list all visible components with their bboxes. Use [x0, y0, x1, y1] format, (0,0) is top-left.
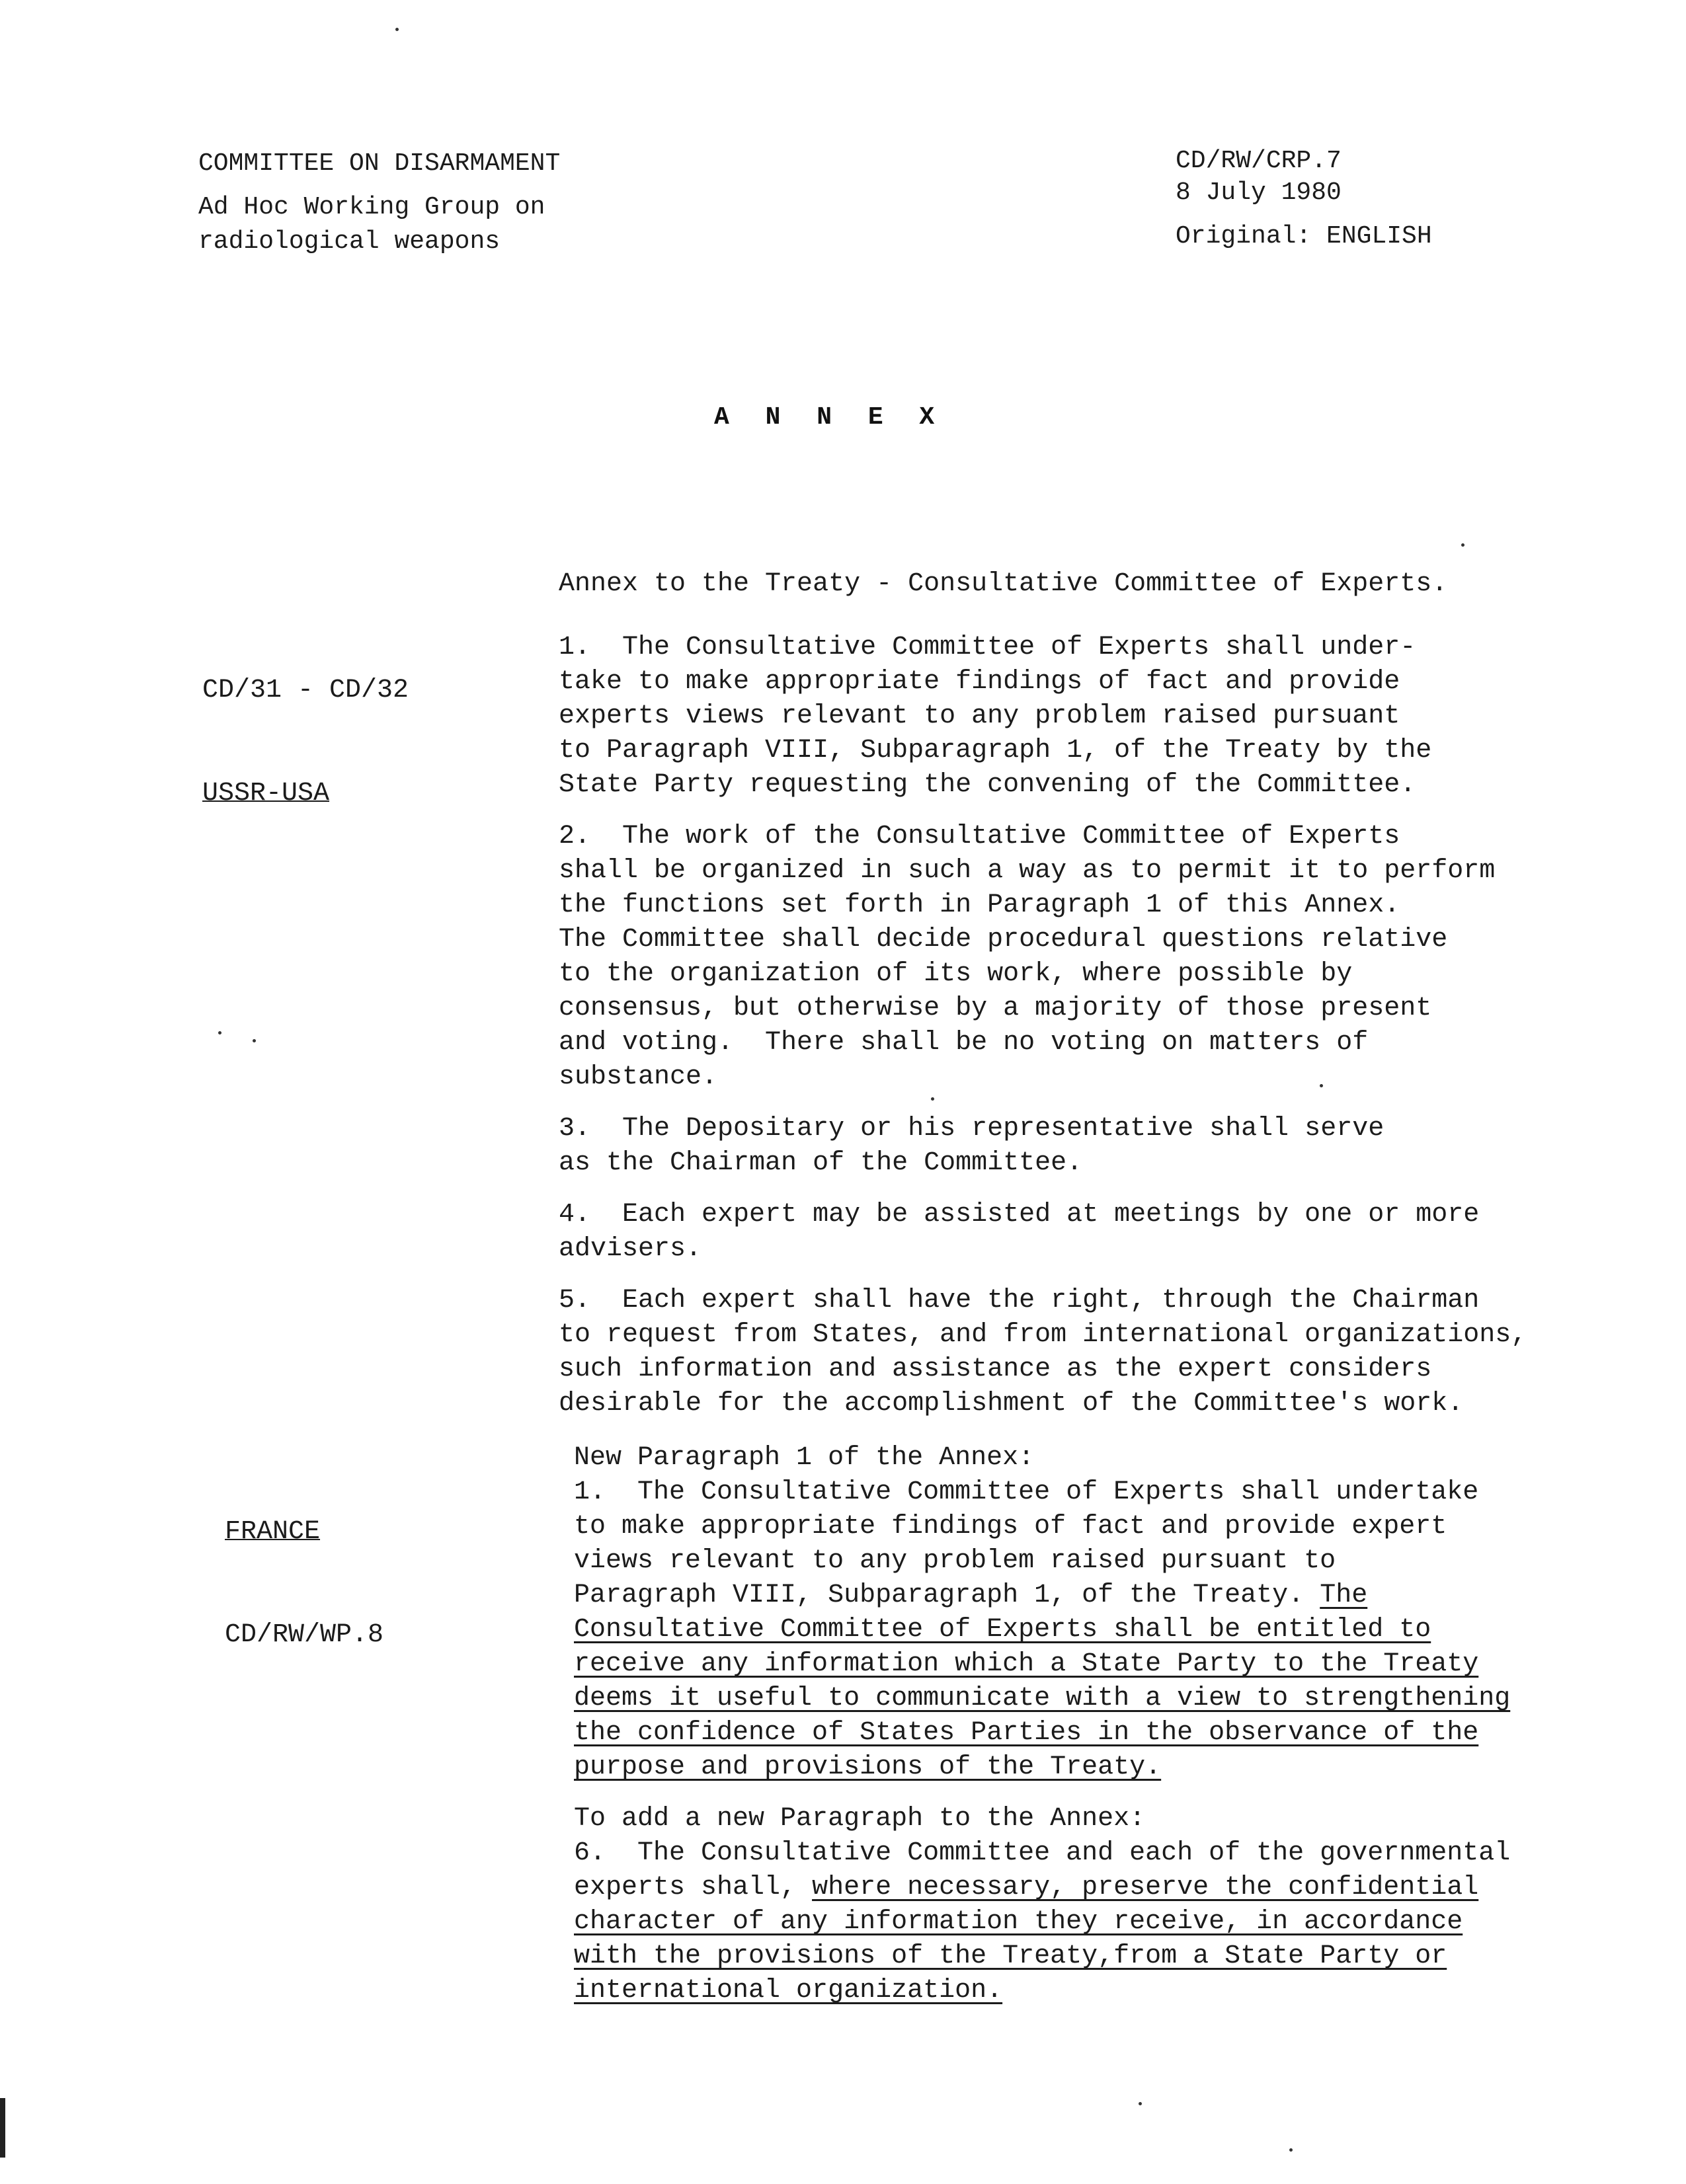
scan-speck	[218, 1031, 221, 1034]
margin-note-ussr-usa	[202, 605, 409, 880]
new-paragraph-1-underlined: The Consultative Committee of Experts shall be entitled to receive any information which a State Party to the Treaty deems it useful to communicate with a view to strengthening the confidence of States Parties in the observance of the purpose and provisions of the Treaty.	[574, 1580, 1511, 1782]
add-paragraph-heading: To add a new Paragraph to the Annex:	[574, 1804, 1146, 1834]
scan-speck	[395, 28, 399, 31]
scan-speck	[1461, 543, 1465, 547]
scan-speck	[931, 1097, 934, 1101]
margin-country-france: FRANCE	[225, 1517, 321, 1547]
scan-edge-mark	[0, 2098, 5, 2158]
header-right	[1176, 144, 1432, 254]
scan-speck	[253, 1039, 256, 1042]
new-paragraph-1-text: 1. The Consultative Committee of Experts shall undertake to make appropriate findings of fact and provide expert views relevant to any problem raised pursuant to Paragraph VIII, Subparagraph 1, of the Treaty.	[574, 1477, 1479, 1610]
new-paragraph-1	[574, 1475, 1658, 1785]
header-left	[198, 147, 560, 259]
new-paragraph-6-text: 6. The Consultative Committee and each of the governmental experts shall,	[574, 1838, 1511, 1902]
annex-title: A N N E X	[714, 403, 945, 432]
paragraph-2: 2. The work of the Consultative Committee of Experts shall be organized in such a way as to permit it to perform the functions set forth in Paragraph 1 of this Annex. The Committee shall decide procedural questions relative to the organization of its work, where possible by consensus, but otherwise by a majority of those present and voting. There shall be no voting on matters of substance.	[559, 822, 1496, 1092]
scan-speck	[1289, 2148, 1293, 2152]
document-date: 8 July 1980	[1176, 178, 1342, 207]
scan-speck	[1139, 2102, 1142, 2105]
margin-ref-cd-rw-wp8: CD/RW/WP.8	[225, 1620, 384, 1650]
new-paragraph-6-underlined: where necessary, preserve the confidential character of any information they receive, in accordance with the provisions of the Treaty,from a State Party or international organization.	[574, 1873, 1479, 2006]
paragraph-5: 5. Each expert shall have the right, through the Chairman to request from States, and from international organizations, such information and assistance as the expert considers desirable for the accomplishment of the Committee's work.	[559, 1286, 1527, 1419]
paragraph-3: 3. The Depositary or his representative shall serve as the Chairman of the Committee.	[559, 1114, 1385, 1178]
new-paragraph-6	[574, 1836, 1658, 2008]
original-language: Original: ENGLISH	[1176, 222, 1432, 251]
working-group-line1: Ad Hoc Working Group on	[198, 193, 545, 221]
margin-ref-cd31-cd32: CD/31 - CD/32	[202, 676, 409, 705]
working-group-line2: radiological weapons	[198, 227, 501, 256]
section-2-body	[574, 1441, 1658, 2025]
margin-note-france	[225, 1446, 383, 1721]
margin-country-ussr-usa: USSR-USA	[202, 779, 330, 808]
committee-name: COMMITTEE ON DISARMAMENT	[198, 149, 561, 178]
section-1-heading: Annex to the Treaty - Consultative Committee of Experts.	[559, 569, 1448, 599]
paragraph-1: 1. The Consultative Committee of Experts shall under- take to make appropriate findings of fact and provide experts views relevant to any problem raised pursuant to Paragraph VIII, Subparagraph 1, of the Treaty by the State Party requesting the convening of the Committee.	[559, 633, 1432, 800]
paragraph-4: 4. Each expert may be assisted at meetings by one or more advisers.	[559, 1200, 1480, 1264]
section-1-body	[559, 567, 1643, 1438]
document-symbol: CD/RW/CRP.7	[1176, 147, 1342, 175]
scan-speck	[1320, 1084, 1323, 1087]
new-paragraph-heading: New Paragraph 1 of the Annex:	[574, 1443, 1035, 1473]
